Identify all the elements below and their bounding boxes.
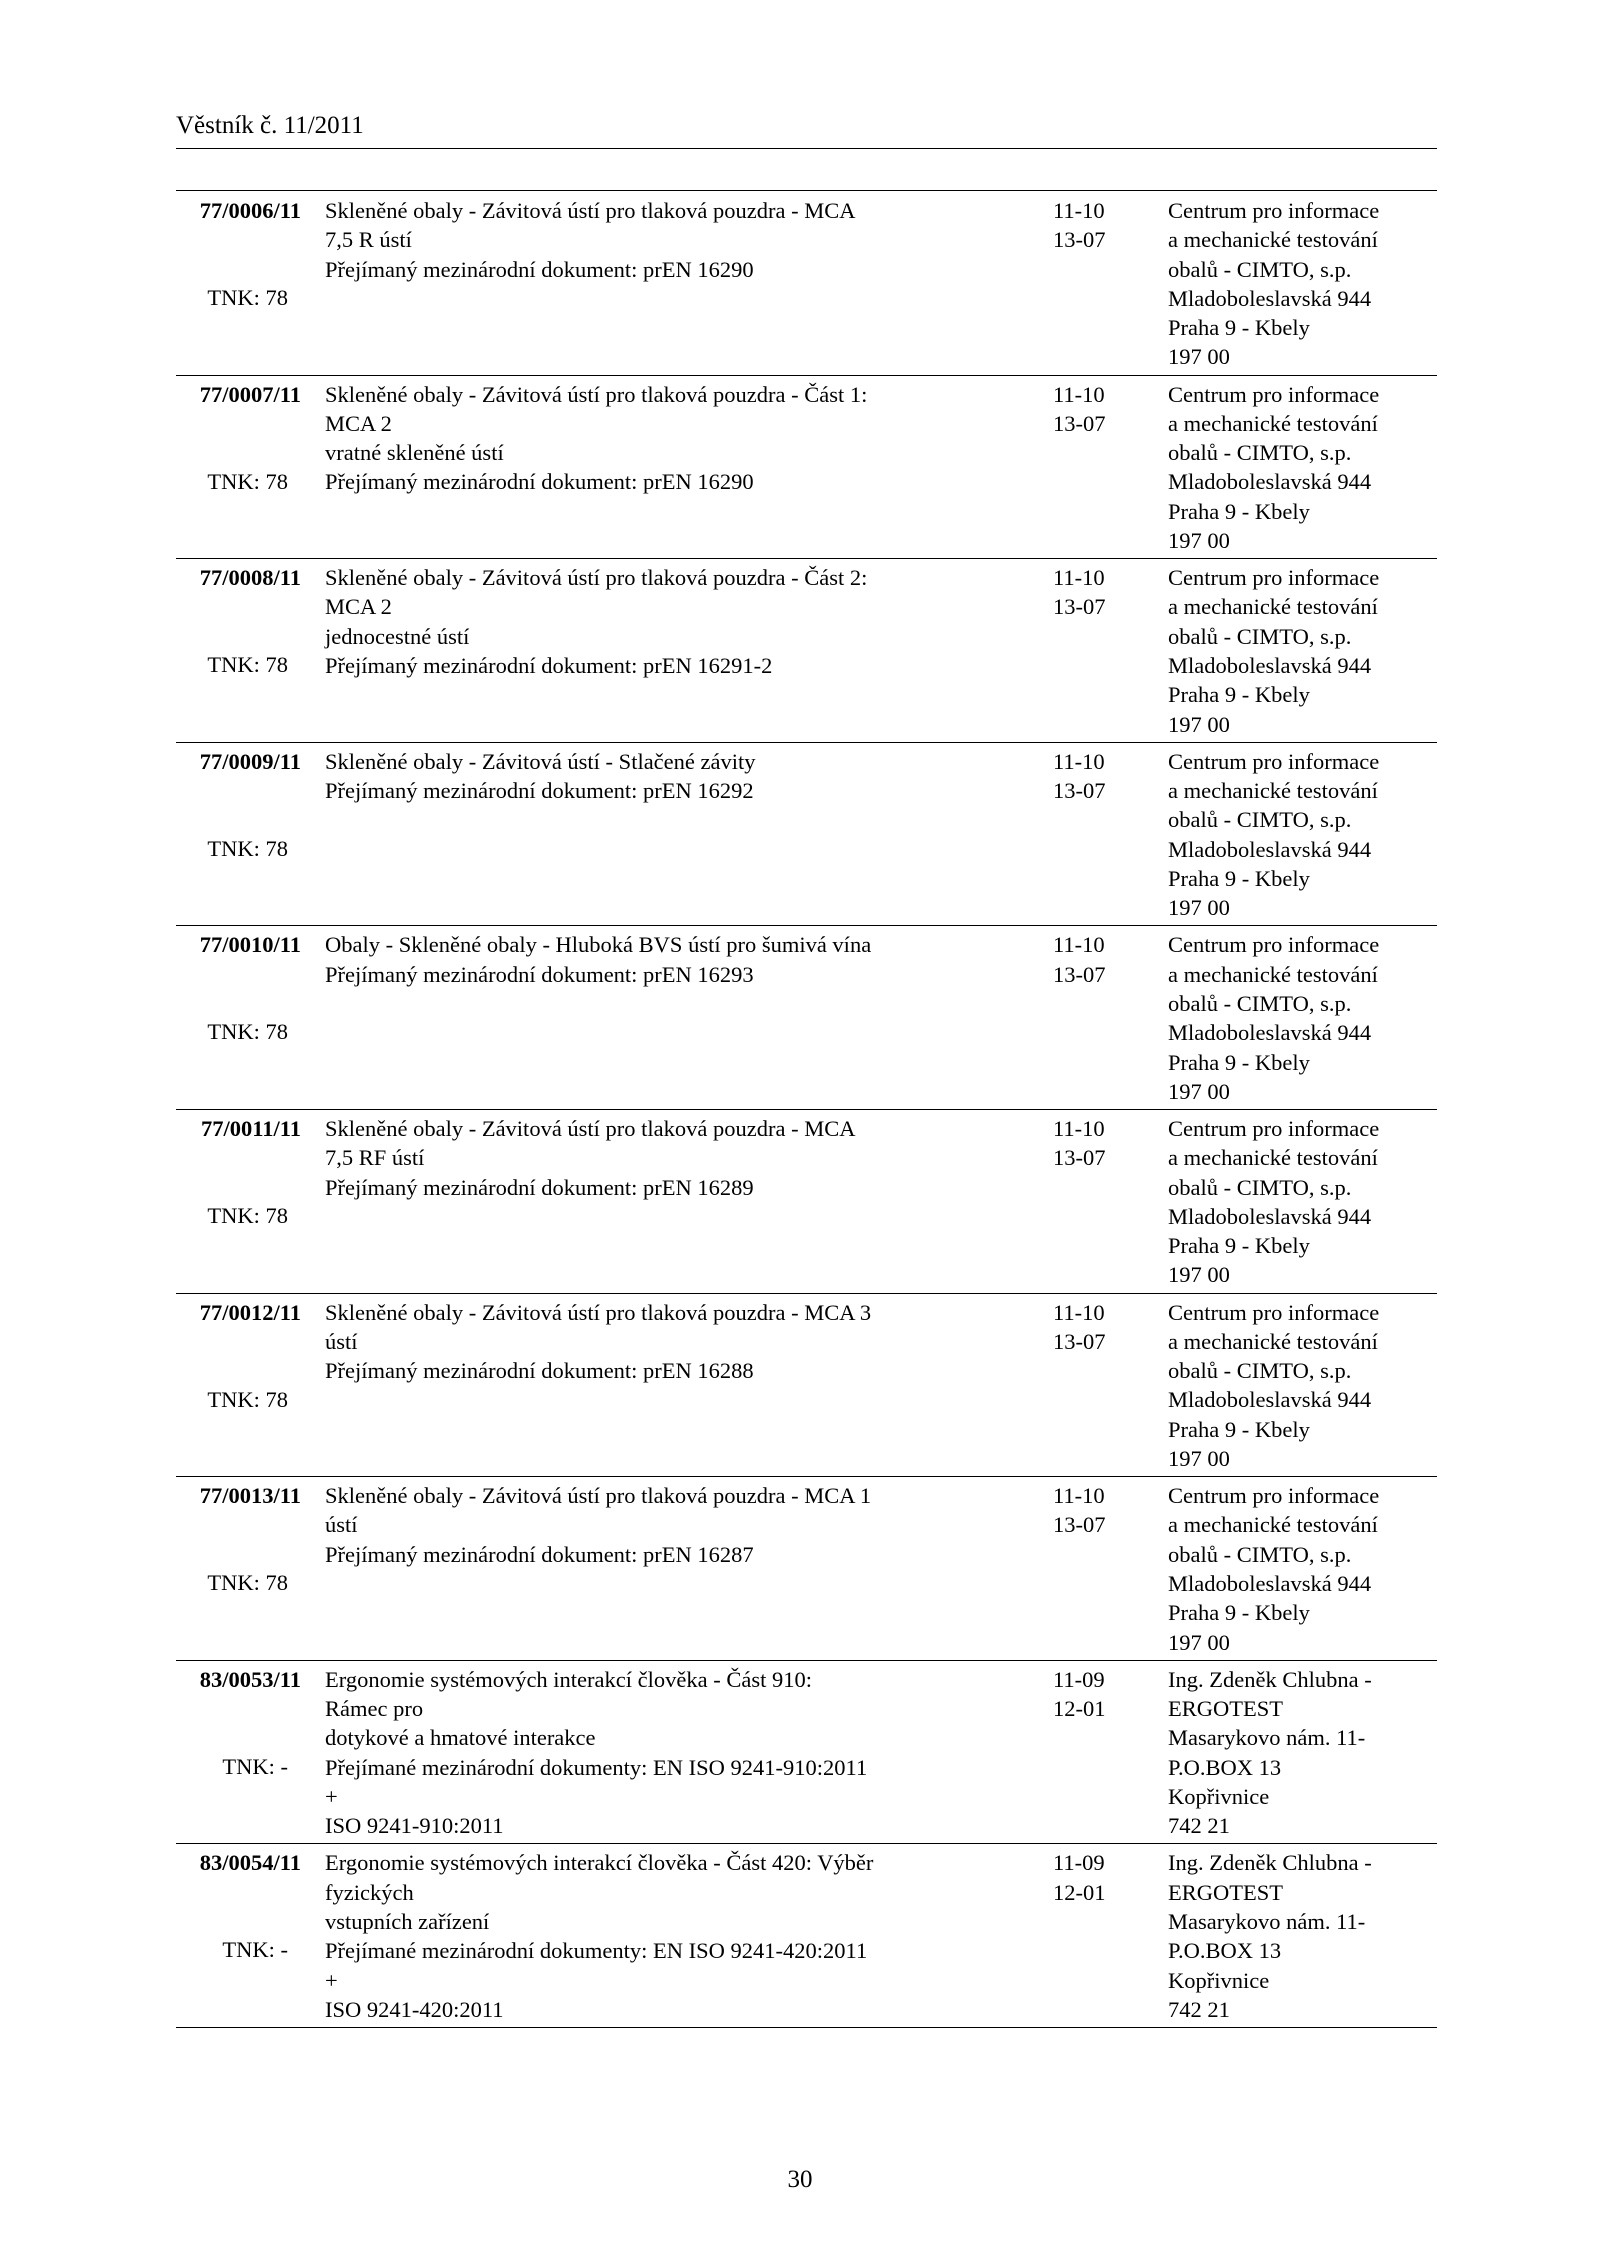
address-line: Ing. Zdeněk Chlubna -: [1168, 1666, 1372, 1692]
standard-title: [325, 1298, 880, 1386]
date-value: 13-07: [1053, 227, 1106, 253]
title-line: Ergonomie systémových interakcí člověka - Část 420: Výběr fyzických: [325, 1850, 874, 1905]
date-value: 11-10: [1053, 932, 1105, 958]
processor-address: [1168, 747, 1438, 923]
address-line: Mladoboleslavská 944: [1168, 1387, 1372, 1413]
page-number: 30: [787, 2166, 813, 2193]
address-line: 742 21: [1168, 1813, 1230, 1839]
tnk-label: TNK: -: [222, 1753, 288, 1779]
standard-id: 77/0012/11: [199, 1299, 301, 1325]
standard-id: 77/0006/11: [199, 198, 301, 223]
address-line: obalů - CIMTO, s.p.: [1168, 1541, 1352, 1567]
address-line: 197 00: [1168, 1629, 1230, 1655]
table-row: [176, 1477, 1437, 1661]
dates: [1053, 1481, 1143, 1540]
address-line: Centrum pro informace: [1168, 1115, 1380, 1141]
title-line: Přejímané mezinárodní dokumenty: EN ISO 9241-910:2011 +: [325, 1754, 868, 1809]
tnk-label: TNK: 78: [207, 835, 288, 861]
dates: [1053, 930, 1143, 989]
address-line: a mechanické testování: [1168, 227, 1378, 253]
standards-table: [176, 192, 1437, 2028]
dates: [1053, 747, 1143, 806]
date-value: 11-10: [1053, 381, 1105, 407]
title-line: Přejímaný mezinárodní dokument: prEN 16287: [325, 1541, 754, 1567]
date-value: 11-10: [1053, 565, 1105, 591]
address-line: obalů - CIMTO, s.p.: [1168, 807, 1352, 833]
processor-address: [1168, 196, 1438, 372]
dates: [1053, 1298, 1143, 1357]
date-value: 13-07: [1053, 1512, 1106, 1538]
address-line: a mechanické testování: [1168, 1512, 1378, 1538]
address-line: a mechanické testování: [1168, 961, 1378, 987]
title-line: Přejímaný mezinárodní dokument: prEN 16289: [325, 1174, 754, 1200]
address-line: 197 00: [1168, 1078, 1230, 1104]
address-line: a mechanické testování: [1168, 1145, 1378, 1171]
address-line: 197 00: [1168, 1446, 1230, 1472]
dates: [1053, 1665, 1143, 1724]
address-line: obalů - CIMTO, s.p.: [1168, 1174, 1352, 1200]
date-value: 13-07: [1053, 1328, 1106, 1354]
tnk-label: TNK: 78: [207, 1202, 288, 1228]
date-value: 13-07: [1053, 778, 1106, 804]
address-line: 742 21: [1168, 1996, 1230, 2022]
table-row: [176, 192, 1437, 376]
tnk-label: TNK: -: [222, 1937, 288, 1963]
standard-title: [325, 380, 880, 497]
address-line: obalů - CIMTO, s.p.: [1168, 623, 1352, 649]
standard-title: [325, 1848, 880, 2024]
address-line: Masarykovo nám. 11-: [1168, 1725, 1366, 1751]
title-line: Skleněné obaly - Závitová ústí pro tlaková pouzdra - Část 1: MCA 2: [325, 381, 868, 436]
address-line: Praha 9 - Kbely: [1168, 1600, 1310, 1626]
title-line: Přejímaný mezinárodní dokument: prEN 16291-2: [325, 653, 773, 679]
date-value: 11-10: [1053, 1115, 1105, 1141]
date-value: 13-07: [1053, 594, 1106, 620]
address-line: Praha 9 - Kbely: [1168, 865, 1310, 891]
address-line: Praha 9 - Kbely: [1168, 498, 1310, 524]
standard-id: 77/0009/11: [199, 748, 301, 774]
address-line: 197 00: [1168, 344, 1230, 370]
address-line: Mladoboleslavská 944: [1168, 653, 1372, 679]
address-line: a mechanické testování: [1168, 1328, 1378, 1354]
dates: [1053, 196, 1143, 255]
tnk-label: TNK: 78: [207, 652, 288, 678]
date-value: 13-07: [1053, 1145, 1106, 1171]
address-line: a mechanické testování: [1168, 778, 1378, 804]
title-line: Přejímaný mezinárodní dokument: prEN 16292: [325, 778, 754, 804]
processor-address: [1168, 1665, 1438, 1841]
standard-id: 77/0008/11: [199, 565, 301, 591]
standard-title: [325, 1665, 880, 1841]
processor-address: [1168, 380, 1438, 556]
table-row: [176, 559, 1437, 743]
table-row: [176, 1844, 1437, 2028]
address-line: 197 00: [1168, 1262, 1230, 1288]
title-line: Přejímaný mezinárodní dokument: prEN 16288: [325, 1358, 754, 1384]
standard-title: [325, 196, 880, 284]
processor-address: [1168, 1848, 1438, 2024]
address-line: Kopřivnice: [1168, 1967, 1270, 1993]
table-row: [176, 926, 1437, 1110]
tnk-label: TNK: 78: [207, 468, 288, 494]
standard-id: 77/0010/11: [199, 932, 301, 958]
address-line: Masarykovo nám. 11-: [1168, 1908, 1366, 1934]
table-row: [176, 743, 1437, 927]
date-value: 11-10: [1053, 748, 1105, 774]
standard-id: 83/0054/11: [199, 1850, 301, 1876]
address-line: Ing. Zdeněk Chlubna -: [1168, 1850, 1372, 1876]
date-value: 11-10: [1053, 1299, 1105, 1325]
page-header: Věstník č. 11/2011: [176, 110, 1437, 149]
address-line: obalů - CIMTO, s.p.: [1168, 990, 1352, 1016]
title-line: Obaly - Skleněné obaly - Hluboká BVS ústí pro šumivá vína: [325, 932, 872, 958]
date-value: 12-01: [1053, 1696, 1106, 1722]
title-line: ISO 9241-910:2011: [325, 1813, 504, 1839]
dates: [1053, 380, 1143, 439]
standard-title: [325, 747, 880, 806]
date-value: 11-09: [1053, 1666, 1105, 1692]
address-line: P.O.BOX 13: [1168, 1754, 1282, 1780]
title-line: Přejímané mezinárodní dokumenty: EN ISO 9241-420:2011 +: [325, 1938, 868, 1993]
address-line: ERGOTEST: [1168, 1696, 1283, 1722]
address-line: Mladoboleslavská 944: [1168, 469, 1372, 495]
address-line: 197 00: [1168, 711, 1230, 737]
standard-title: [325, 1481, 880, 1569]
tnk-label: TNK: 78: [207, 1570, 288, 1596]
date-value: 12-01: [1053, 1879, 1106, 1905]
dates: [1053, 563, 1143, 622]
title-line: Skleněné obaly - Závitová ústí pro tlaková pouzdra - MCA 7,5 RF ústí: [325, 1115, 855, 1171]
title-line: Skleněné obaly - Závitová ústí pro tlaková pouzdra - MCA 7,5 R ústí: [325, 198, 855, 253]
standard-id: 77/0007/11: [199, 381, 301, 407]
address-line: Praha 9 - Kbely: [1168, 682, 1310, 708]
date-value: 11-09: [1053, 1850, 1105, 1876]
date-value: 11-10: [1053, 198, 1105, 223]
title-line: Skleněné obaly - Závitová ústí pro tlaková pouzdra - Část 2: MCA 2: [325, 565, 868, 620]
title-line: vratné skleněné ústí: [325, 440, 504, 466]
address-line: 197 00: [1168, 895, 1230, 921]
address-line: obalů - CIMTO, s.p.: [1168, 440, 1352, 466]
address-line: Centrum pro informace: [1168, 932, 1380, 958]
address-line: Mladoboleslavská 944: [1168, 285, 1372, 311]
title-line: Přejímaný mezinárodní dokument: prEN 16290: [325, 469, 754, 495]
standard-id: 77/0011/11: [200, 1115, 301, 1141]
address-line: a mechanické testování: [1168, 410, 1378, 436]
address-line: Mladoboleslavská 944: [1168, 1571, 1372, 1597]
standard-title: [325, 563, 880, 680]
dates: [1053, 1114, 1143, 1173]
address-line: Centrum pro informace: [1168, 565, 1380, 591]
processor-address: [1168, 930, 1438, 1106]
title-line: dotykové a hmatové interakce: [325, 1725, 596, 1751]
address-line: 197 00: [1168, 528, 1230, 554]
address-line: obalů - CIMTO, s.p.: [1168, 256, 1352, 282]
title-line: Přejímaný mezinárodní dokument: prEN 16290: [325, 256, 754, 282]
address-line: Centrum pro informace: [1168, 748, 1380, 774]
address-line: Centrum pro informace: [1168, 198, 1380, 223]
title-line: ISO 9241-420:2011: [325, 1996, 504, 2022]
date-value: 13-07: [1053, 961, 1106, 987]
title-line: Ergonomie systémových interakcí člověka - Část 910: Rámec pro: [325, 1666, 812, 1722]
processor-address: [1168, 1114, 1438, 1290]
address-line: Centrum pro informace: [1168, 381, 1380, 407]
address-line: Centrum pro informace: [1168, 1299, 1380, 1325]
address-line: Centrum pro informace: [1168, 1483, 1380, 1509]
table-row: [176, 1110, 1437, 1294]
table-row: [176, 1661, 1437, 1845]
address-line: Praha 9 - Kbely: [1168, 1416, 1310, 1442]
address-line: Praha 9 - Kbely: [1168, 1049, 1310, 1075]
processor-address: [1168, 1481, 1438, 1657]
address-line: Kopřivnice: [1168, 1783, 1270, 1809]
date-value: 11-10: [1053, 1483, 1105, 1509]
processor-address: [1168, 1298, 1438, 1474]
address-line: obalů - CIMTO, s.p.: [1168, 1358, 1352, 1384]
address-line: Mladoboleslavská 944: [1168, 836, 1372, 862]
processor-address: [1168, 563, 1438, 739]
address-line: a mechanické testování: [1168, 594, 1378, 620]
address-line: P.O.BOX 13: [1168, 1938, 1282, 1964]
standard-id: 83/0053/11: [199, 1666, 301, 1692]
address-line: ERGOTEST: [1168, 1879, 1283, 1905]
standard-title: [325, 930, 880, 989]
table-row: [176, 376, 1437, 560]
tnk-label: TNK: 78: [207, 1386, 288, 1412]
tnk-label: TNK: 78: [207, 1019, 288, 1045]
dates: [1053, 1848, 1143, 1907]
address-line: Mladoboleslavská 944: [1168, 1020, 1372, 1046]
tnk-label: TNK: 78: [207, 285, 288, 310]
title-line: Přejímaný mezinárodní dokument: prEN 16293: [325, 961, 754, 987]
standard-title: [325, 1114, 880, 1202]
address-line: Mladoboleslavská 944: [1168, 1203, 1372, 1229]
title-line: vstupních zařízení: [325, 1908, 490, 1934]
table-row: [176, 1294, 1437, 1478]
date-value: 13-07: [1053, 410, 1106, 436]
address-line: Praha 9 - Kbely: [1168, 315, 1310, 341]
table-top-rule: [176, 190, 1437, 191]
title-line: jednocestné ústí: [325, 623, 470, 649]
title-line: Skleněné obaly - Závitová ústí pro tlaková pouzdra - MCA 1 ústí: [325, 1483, 872, 1538]
standard-id: 77/0013/11: [199, 1483, 301, 1509]
title-line: Skleněné obaly - Závitová ústí pro tlaková pouzdra - MCA 3 ústí: [325, 1299, 872, 1354]
address-line: Praha 9 - Kbely: [1168, 1233, 1310, 1259]
title-line: Skleněné obaly - Závitová ústí - Stlačené závity: [325, 748, 756, 774]
